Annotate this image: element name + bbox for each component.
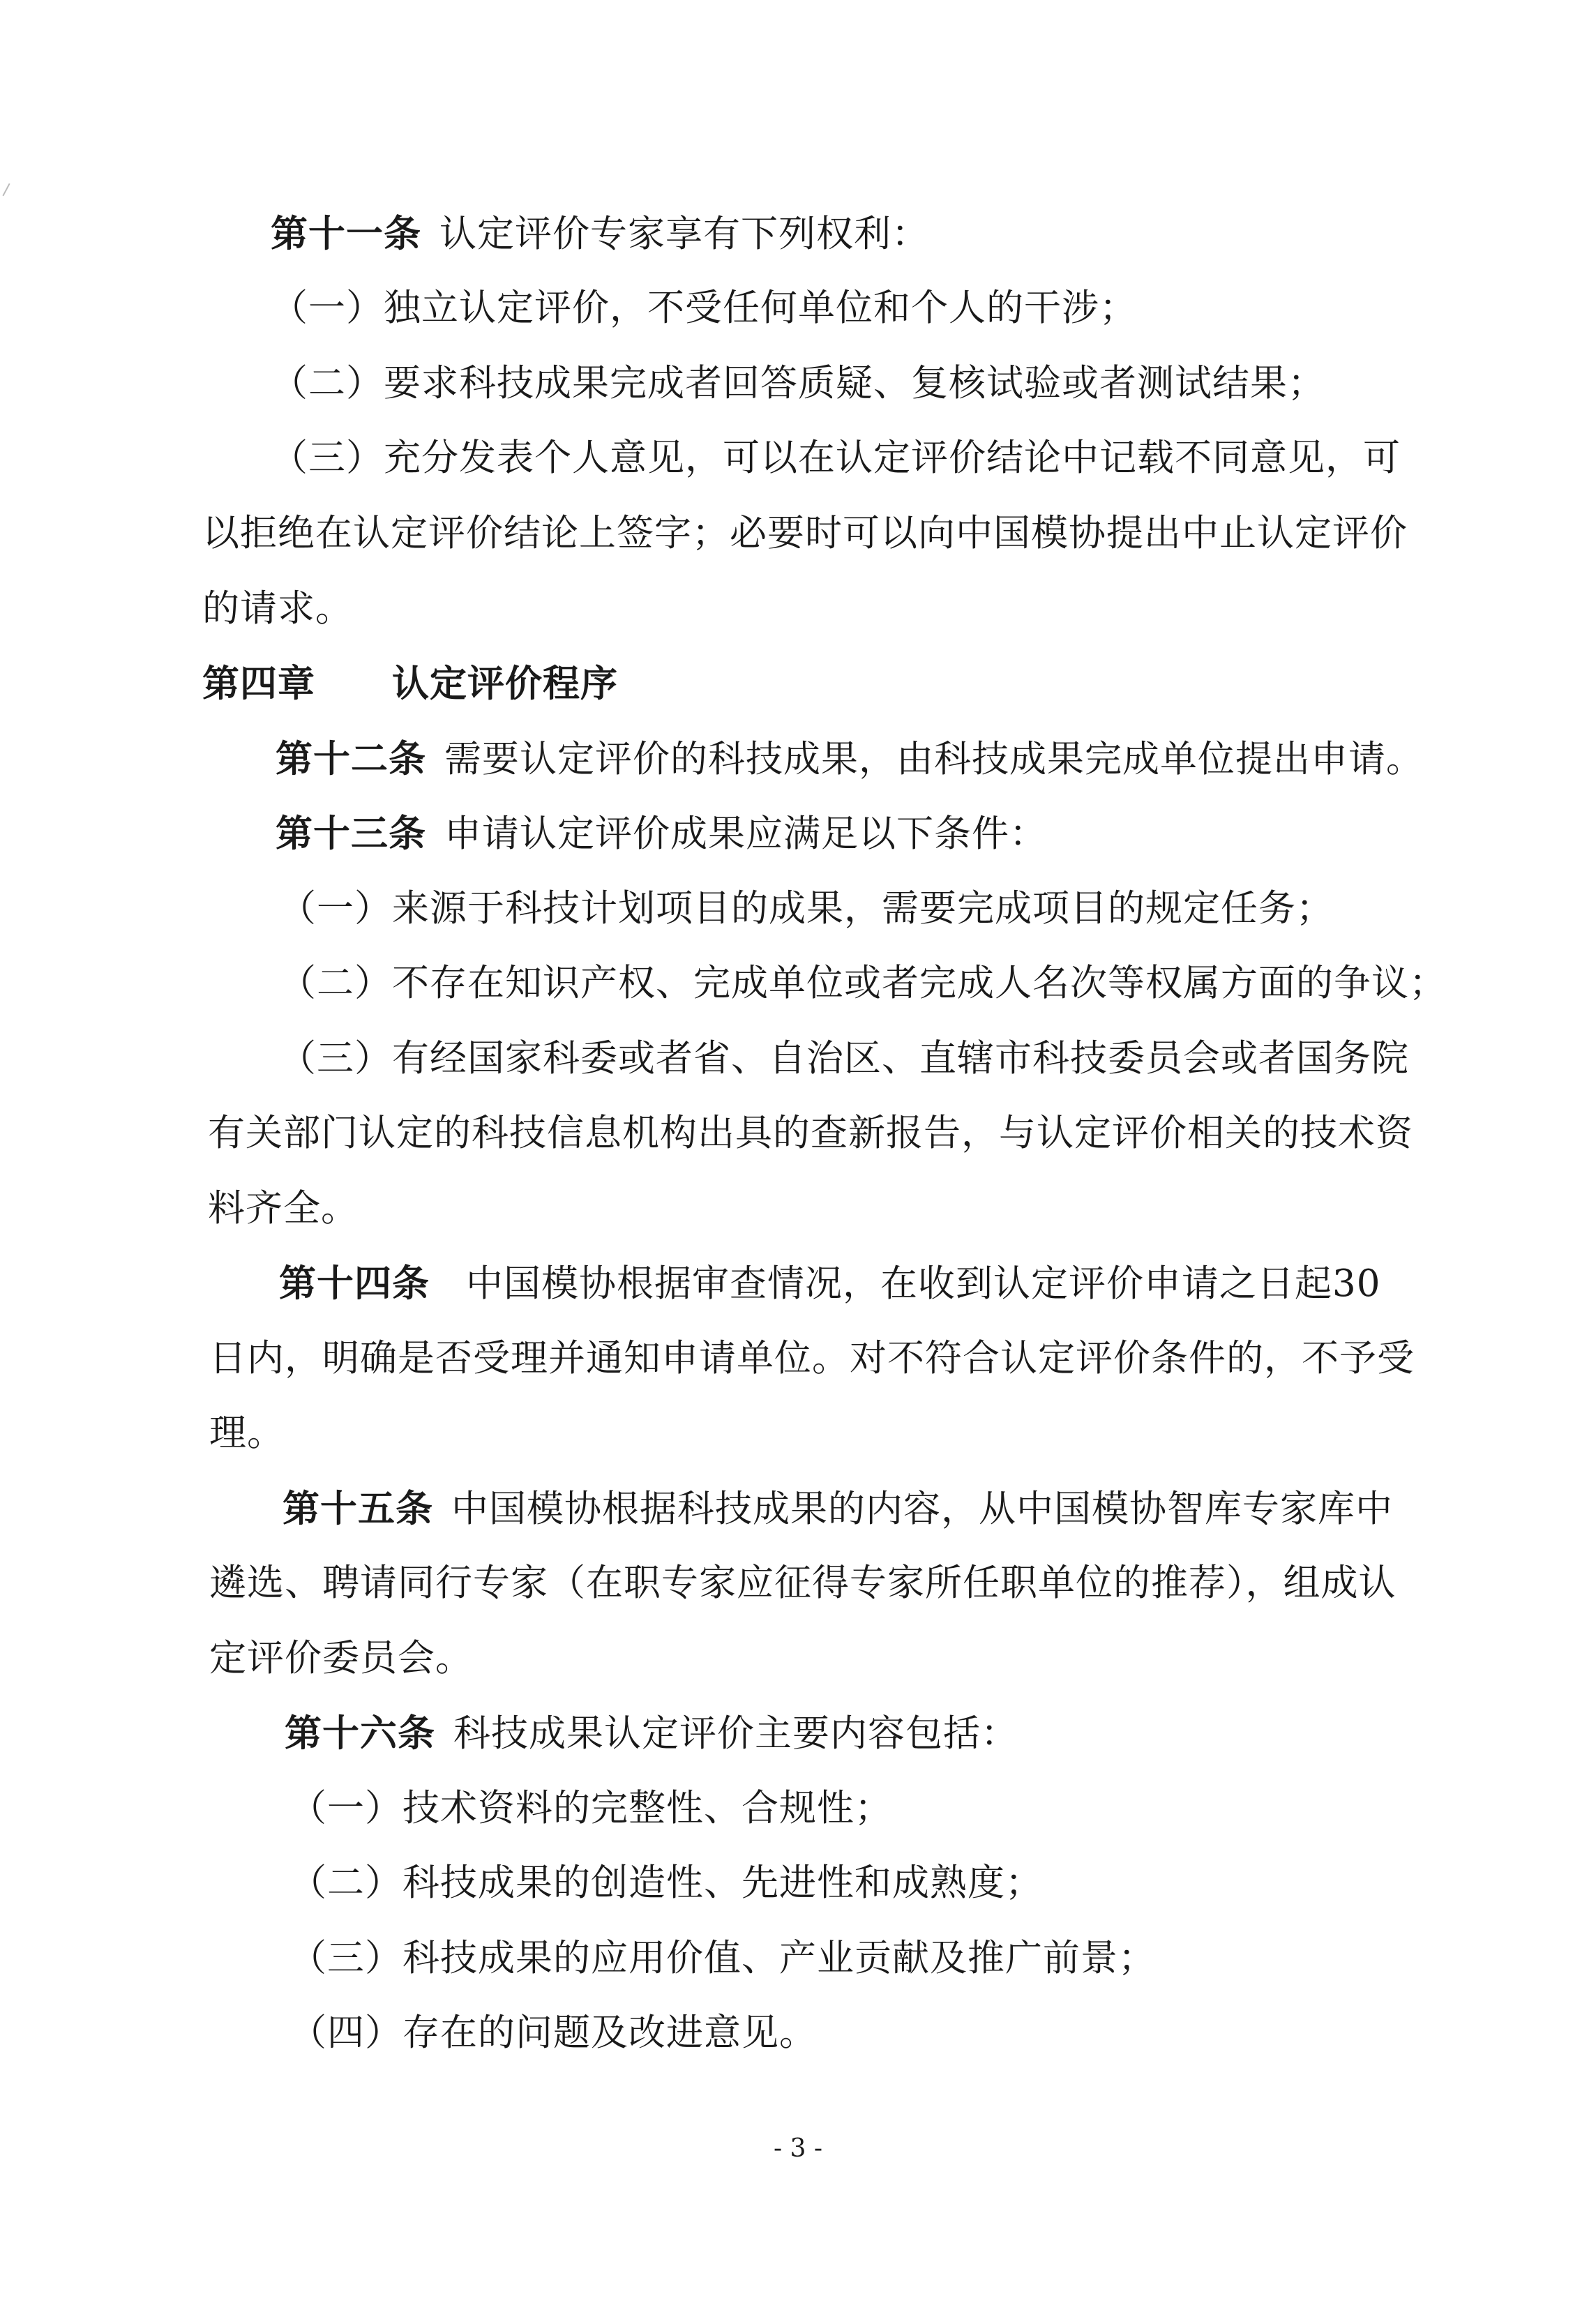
article-13-item-3: （三）有经国家科委或者省、自治区、直辖市科技委员会或者国务院 <box>279 1037 1409 1080</box>
article-11 <box>271 209 929 259</box>
article-13 <box>276 809 1047 859</box>
article-12 <box>276 734 1424 784</box>
article-13-text: 申请认定评价成果应满足以下条件： <box>444 813 1047 855</box>
article-16-title: 第十六条 <box>285 1712 435 1755</box>
article-16-item-4: （四）存在的问题及改进意见。 <box>289 2012 817 2054</box>
article-14-cont-2: 理。 <box>209 1412 285 1454</box>
article-11-item-3-cont: 以拒绝在认定评价结论上签字；必要时可以向中国模协提出中止认定评价 <box>202 512 1408 554</box>
article-15-cont-1: 遴选、聘请同行专家（在职专家应征得专家所任职单位的推荐），组成认 <box>209 1562 1396 1604</box>
article-11-item-3: （三）充分发表个人意见，可以在认定评价结论中记载不同意见，可 <box>271 437 1401 479</box>
article-13-item-3-end: 料齐全。 <box>208 1187 359 1230</box>
article-14-text: 中国模协根据审查情况，在收到认定评价申请之日起30 <box>466 1262 1381 1305</box>
article-16-text: 科技成果认定评价主要内容包括： <box>453 1712 1018 1755</box>
article-16 <box>285 1709 1018 1758</box>
article-15-cont-2: 定评价委员会。 <box>209 1637 473 1680</box>
chapter-number: 第四章 <box>202 662 315 705</box>
article-16-item-2: （二）科技成果的创造性、先进性和成熟度； <box>289 1862 1043 1904</box>
article-11-title: 第十一条 <box>271 212 421 255</box>
article-14 <box>279 1259 1380 1308</box>
article-11-text: 认定评价专家享有下列权利： <box>439 213 929 255</box>
article-11-item-1: （一）独立认定评价，不受任何单位和个人的干涉； <box>271 287 1137 329</box>
article-13-item-2: （二）不存在知识产权、完成单位或者完成人名次等权属方面的争议； <box>279 962 1447 1004</box>
article-14-title: 第十四条 <box>279 1262 430 1305</box>
article-16-item-1: （一）技术资料的完整性、合规性； <box>289 1787 892 1829</box>
article-15-text: 中国模协根据科技成果的内容，从中国模协智库专家库中 <box>451 1488 1393 1530</box>
page-number: - 3 - <box>773 2134 823 2163</box>
article-13-item-3-cont: 有关部门认定的科技信息机构出具的查新报告，与认定评价相关的技术资 <box>208 1112 1413 1154</box>
article-15-title: 第十五条 <box>283 1487 433 1530</box>
chapter-heading <box>202 659 618 708</box>
article-14-cont-1: 日内，明确是否受理并通知申请单位。对不符合认定评价条件的，不予受 <box>209 1337 1415 1380</box>
chapter-title: 认定评价程序 <box>392 662 618 705</box>
article-12-text: 需要认定评价的科技成果，由科技成果完成单位提出申请。 <box>444 738 1424 780</box>
article-13-title: 第十三条 <box>276 812 426 855</box>
article-16-item-3: （三）科技成果的应用价值、产业贡献及推广前景； <box>289 1937 1156 1979</box>
article-11-item-2: （二）要求科技成果完成者回答质疑、复核试验或者测试结果； <box>271 362 1325 405</box>
article-11-item-3-end: 的请求。 <box>202 587 353 630</box>
article-12-title: 第十二条 <box>276 737 426 780</box>
article-13-item-1: （一）来源于科技计划项目的成果，需要完成项目的规定任务； <box>279 887 1334 930</box>
scan-mark <box>2 183 10 197</box>
article-15 <box>283 1484 1393 1534</box>
